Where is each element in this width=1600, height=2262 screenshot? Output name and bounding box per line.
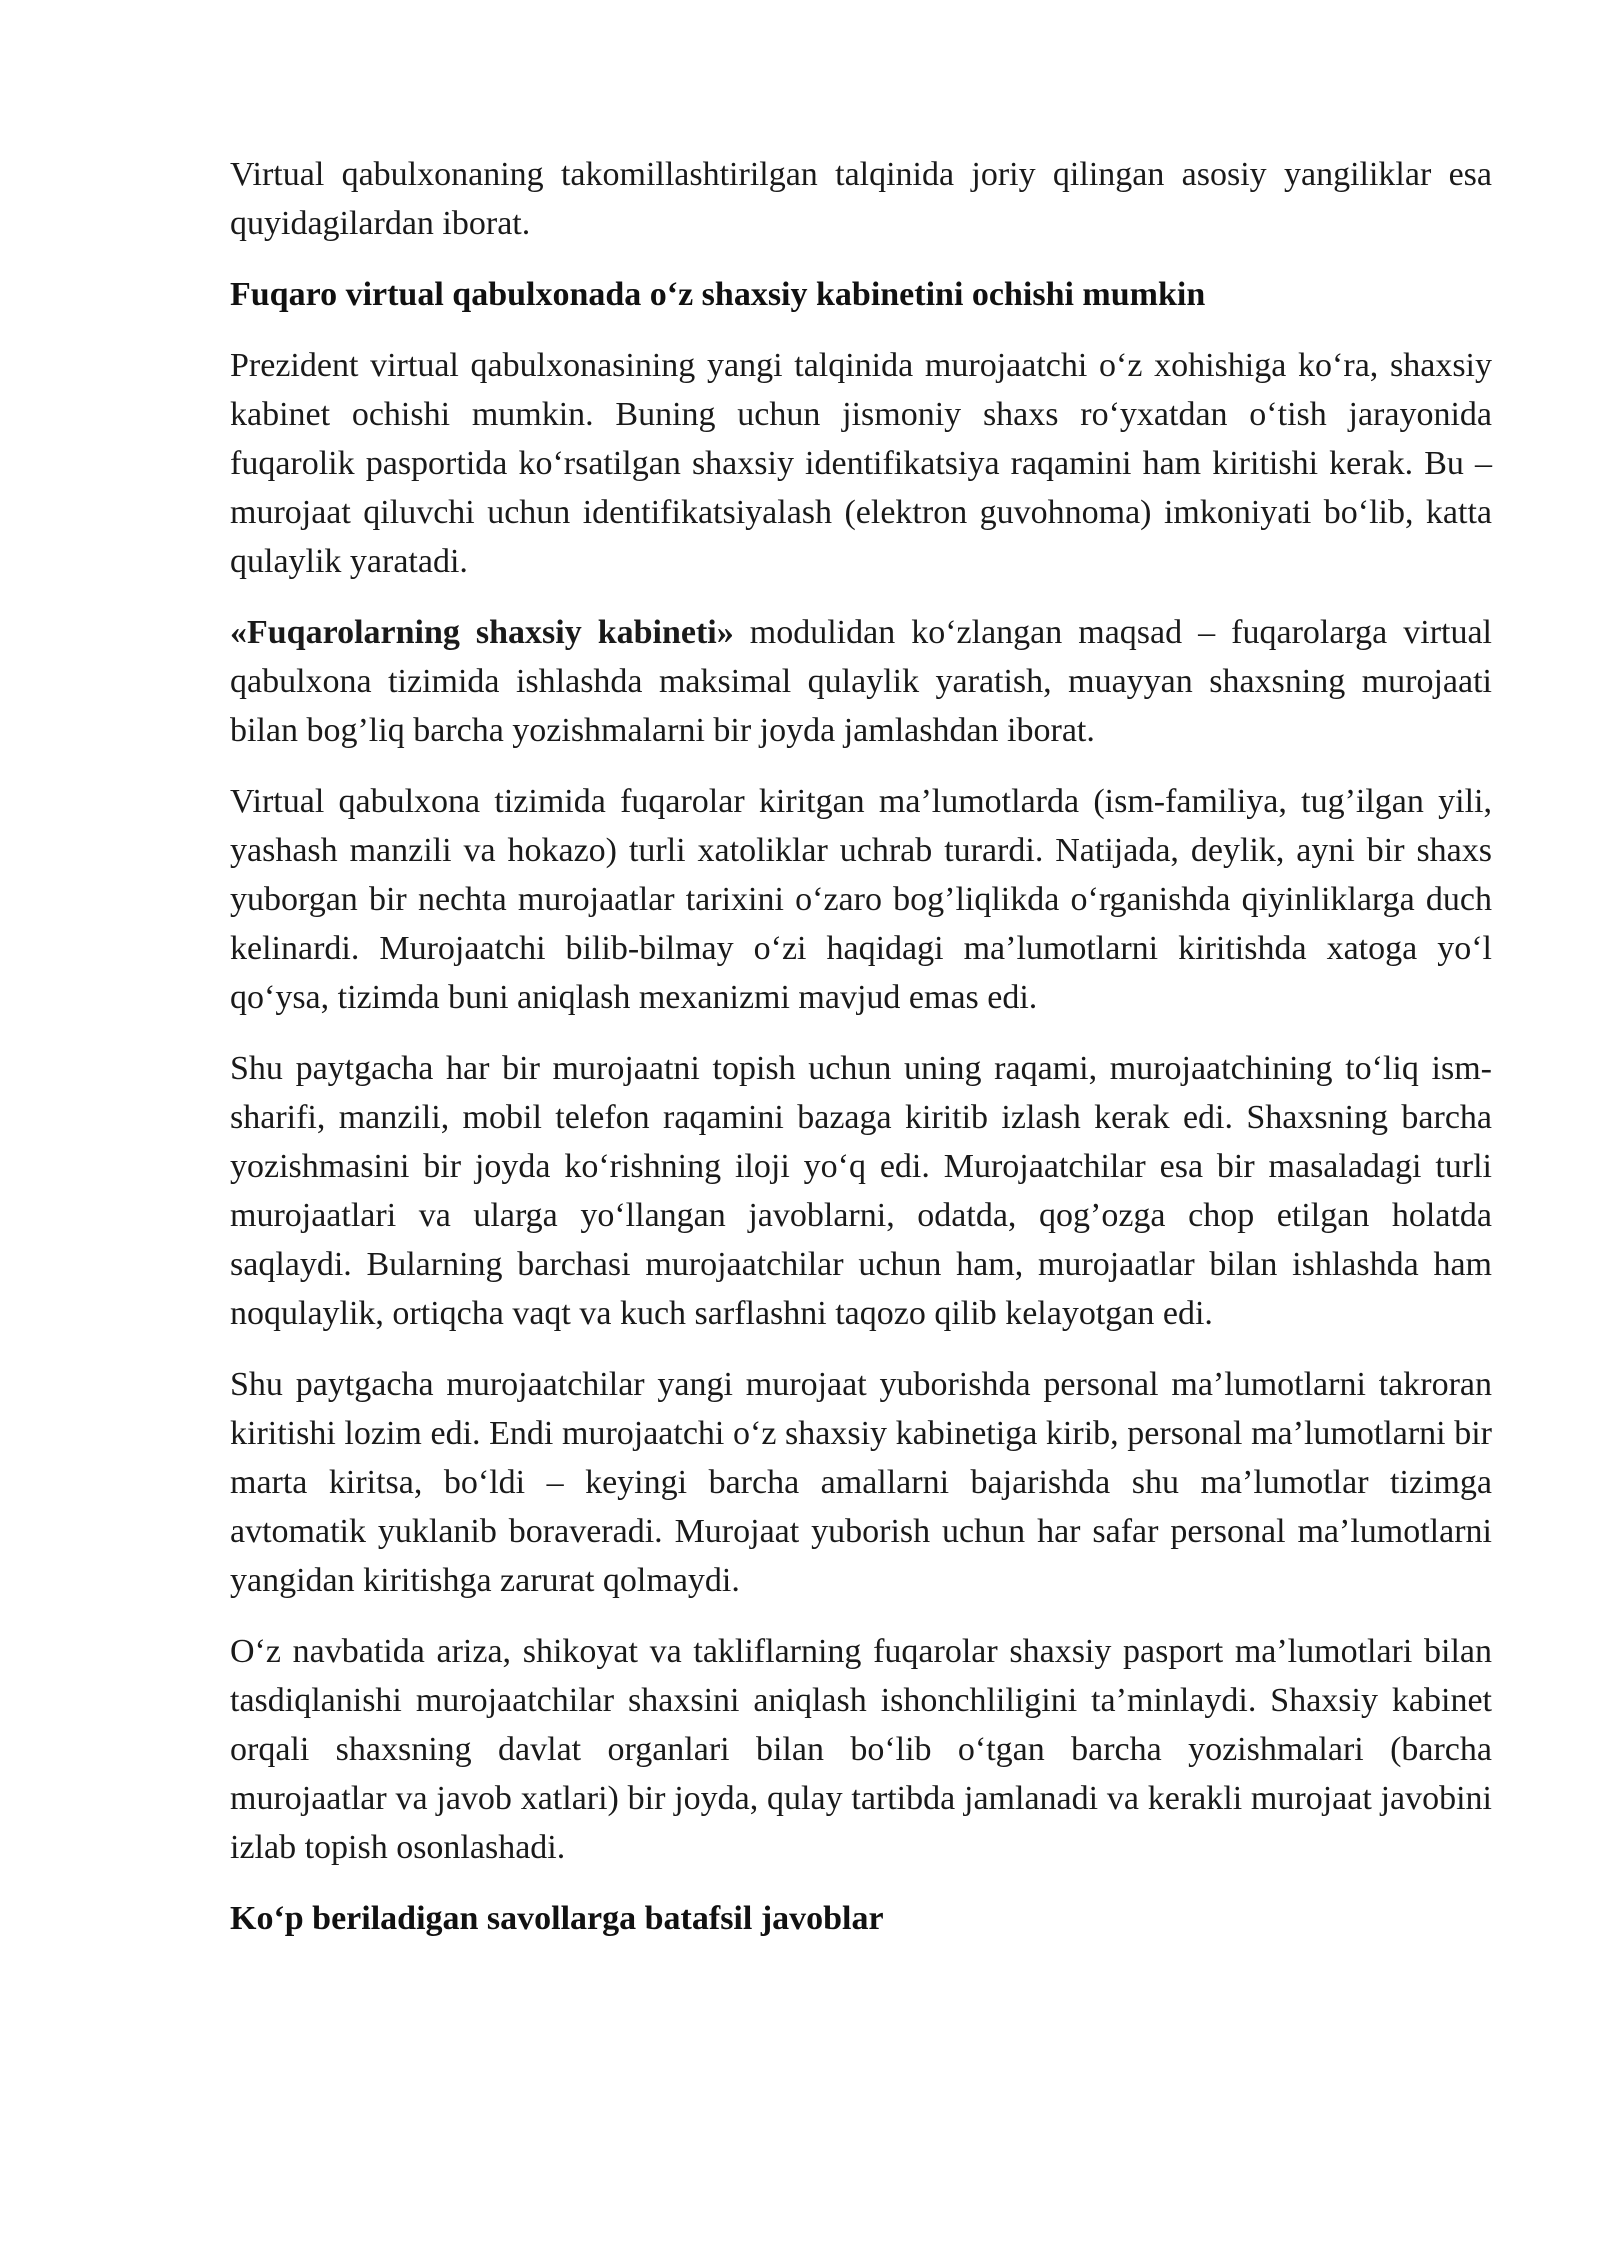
module-name: «Fuqarolarning shaxsiy kabineti»: [230, 614, 734, 651]
section-heading-personal-cabinet: Fuqaro virtual qabulxonada o‘z shaxsiy kabinetini ochishi mumkin: [230, 276, 1206, 313]
module-purpose-text: modulidan ko‘zlangan maqsad – fuqarolarga virtual qabulxona tizimida ishlashda maksimal qulaylik yaratish, muayyan shaxsning murojaati bilan bog’liq barcha yozishmalarni bir joyda jamlashdan iborat.: [230, 614, 1492, 749]
paragraph-passport-verification: O‘z navbatida ariza, shikoyat va takliflarning fuqarolar shaxsiy pasport ma’lumotlari bilan tasdiqlanishi murojaatchilar shaxsini aniqlash ishonchliligini ta’minlaydi. Shaxsiy kabinet orqali shaxsning davlat organlari bilan bo‘lib o‘tgan barcha yozishmalari (barcha murojaatlar va javob xatlari) bir joyda, qulay tartibda jamlanadi va kerakli murojaat javobini izlab topish osonlashadi.: [230, 1633, 1492, 1866]
document-page: [230, 150, 1492, 1965]
intro-paragraph: Virtual qabulxonaning takomillashtirilgan talqinida joriy qilingan asosiy yangiliklar esa quyidagilardan iborat.: [230, 156, 1492, 242]
paragraph-search-difficulty: Shu paytgacha har bir murojaatni topish uchun uning raqami, murojaatchining to‘liq ism-sharifi, manzili, mobil telefon raqamini bazaga kiritib izlash kerak edi. Shaxsning barcha yozishmasini bir joyda ko‘rishning iloji yo‘q edi. Murojaatchilar esa bir masaladagi turli murojaatlari va ularga yo‘llangan javoblarni, odatda, qog’ozga chop etilgan holatda saqlaydi. Bularning barchasi murojaatchilar uchun ham, murojaatlar bilan ishlashda ham noqulaylik, ortiqcha vaqt va kuch sarflashni taqozo qilib kelayotgan edi.: [230, 1050, 1492, 1332]
section-heading-faq: Ko‘p beriladigan savollarga batafsil javoblar: [230, 1900, 884, 1937]
paragraph-data-errors: Virtual qabulxona tizimida fuqarolar kiritgan ma’lumotlarda (ism-familiya, tug’ilgan yili, yashash manzili va hokazo) turli xatoliklar uchrab turardi. Natijada, deylik, ayni bir shaxs yuborgan bir nechta murojaatlar tarixini o‘zaro bog’liqlikda o‘rganishda qiyinliklarga duch kelinardi. Murojaatchi bilib-bilmay o‘zi haqidagi ma’lumotlarni kiritishda xatoga yo‘l qo‘ysa, tizimda buni aniqlash mexanizmi mavjud emas edi.: [230, 783, 1492, 1016]
paragraph-module-purpose: [230, 608, 1492, 755]
paragraph-cabinet-opening: Prezident virtual qabulxonasining yangi talqinida murojaatchi o‘z xohishiga ko‘ra, shaxsiy kabinet ochishi mumkin. Buning uchun jismoniy shaxs ro‘yxatdan o‘tish jarayonida fuqarolik pasportida ko‘rsatilgan shaxsiy identifikatsiya raqamini ham kiritishi kerak. Bu – murojaat qiluvchi uchun identifikatsiyalash (elektron guvohnoma) imkoniyati bo‘lib, katta qulaylik yaratadi.: [230, 347, 1492, 580]
paragraph-personal-data-entry: Shu paytgacha murojaatchilar yangi murojaat yuborishda personal ma’lumotlarni takroran kiritishi lozim edi. Endi murojaatchi o‘z shaxsiy kabinetiga kirib, personal ma’lumotlarni bir marta kiritsa, bo‘ldi – keyingi barcha amallarni bajarishda shu ma’lumotlar tizimga avtomatik yuklanib boraveradi. Murojaat yuborish uchun har safar personal ma’lumotlarni yangidan kiritishga zarurat qolmaydi.: [230, 1366, 1492, 1599]
